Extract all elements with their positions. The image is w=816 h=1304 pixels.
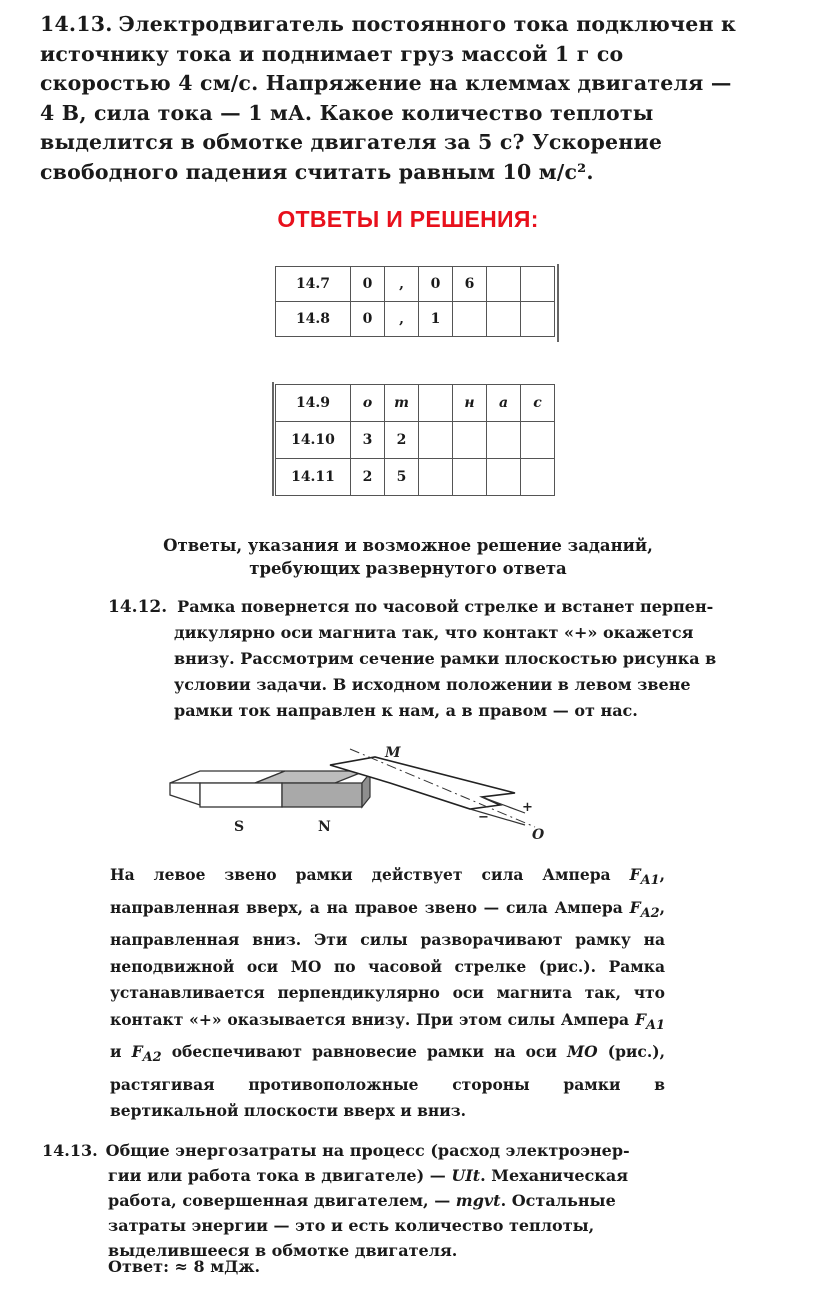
label-plus: + [522, 800, 533, 815]
table-edge-line [272, 382, 274, 496]
axis-name: МО [566, 1042, 598, 1062]
answer-cell: 0 [351, 302, 385, 337]
answer-cell: 6 [453, 267, 487, 302]
answers-title: ОТВЕТЫ И РЕШЕНИЯ: [277, 206, 539, 232]
solution-part: гии или работа тока в двигателе) — [108, 1166, 446, 1185]
label-minus: − [478, 810, 489, 825]
problem-statement [40, 10, 740, 187]
solution-text-line: Общие энергозатраты на процесс (расход электроэнер- [105, 1141, 630, 1160]
table-row [276, 385, 555, 422]
answer-cell [487, 422, 521, 459]
answer-cell: , [385, 302, 419, 337]
explanation-part: обеспечивают равновесие рамки на оси [171, 1042, 557, 1062]
solution-14-12 [108, 594, 728, 724]
answer-cell [419, 385, 453, 422]
answer-cell [487, 302, 521, 337]
answer-cell: 2 [385, 422, 419, 459]
table-row [276, 459, 555, 496]
problem-text: Электродвигатель постоянного тока подключен к источнику тока и поднимает груз массой 1 г со скоростью 4 см/с. Напряжение на клеммах двигателя — 4 В, сила тока — 1 мА. Какое количество теплоты выделится в обмотке двигателя за 5 с? Ускорение свободного падения считать равным 10 м/с². [40, 12, 737, 184]
answer-table-2 [275, 384, 555, 496]
magnet-end [362, 773, 370, 807]
answer-cell: 2 [351, 459, 385, 496]
table-row [276, 302, 555, 337]
formula-uit: UIt [451, 1166, 481, 1185]
vector-subscript: A2 [640, 905, 660, 921]
formula-mgvt: mgvt [455, 1191, 501, 1210]
explanation-part: , направленная вверх, а на правое звено — сила Ампера [110, 865, 665, 917]
answer-cell: а [487, 385, 521, 422]
magnet-frame-figure [160, 735, 560, 845]
answer-cell: , [385, 267, 419, 302]
explanation-part: На левое звено рамки действует сила Ампера [110, 865, 611, 884]
section-title-line: требующих развернутого ответа [249, 559, 567, 578]
answer-cell [453, 302, 487, 337]
label-m: M [385, 745, 401, 761]
vector-symbol: F [629, 897, 641, 917]
vector-symbol: F [634, 1009, 646, 1029]
explanation-part: , направленная вниз. Эти силы разворачивают рамку на неподвижной оси МО по часовой стрелке (рис.). Рамка устанавливается перпендикулярно оси магнита так, что контакт «+» оказывается внизу. При этом силы Ампера [110, 897, 665, 1029]
answer-cell [419, 422, 453, 459]
solution-number: 14.13. [42, 1141, 98, 1160]
label-n: N [318, 819, 331, 835]
explanation-part: (рис.), растягивая противоположные стороны рамки в вертикальной плоскости вверх и вниз. [110, 1042, 665, 1121]
solution-text-line: Рамка повернется по часовой стрелке и встанет перпен- [177, 597, 714, 616]
answer-cell: 0 [351, 267, 385, 302]
vector-subscript: A2 [142, 1050, 162, 1066]
section-title-line: Ответы, указания и возможное решение заданий, [163, 536, 653, 555]
answer-cell [521, 302, 555, 337]
answer-cell [419, 459, 453, 496]
table-edge-line [557, 264, 559, 342]
solution-text [42, 1163, 667, 1263]
magnet-front-n [282, 783, 362, 807]
solution-number: 14.12. [108, 597, 168, 617]
explanation-text [110, 862, 665, 1125]
answer-cell [453, 422, 487, 459]
vector-symbol: F [629, 865, 641, 884]
magnet-front-s [200, 783, 282, 807]
solution-part: . Остальные затраты энергии — это и есть количество теплоты, выделившееся в обмотке двигателя. [108, 1191, 616, 1260]
answer-cell [487, 267, 521, 302]
vector-fa2 [131, 1042, 162, 1066]
vector-fa1 [634, 1009, 665, 1033]
answer-cell [487, 459, 521, 496]
answer-cell [521, 459, 555, 496]
label-o: O [532, 827, 545, 843]
answer-cell: 3 [351, 422, 385, 459]
vector-subscript: A1 [640, 873, 660, 889]
vector-fa2 [629, 897, 660, 921]
table-row [276, 422, 555, 459]
answer-cell: 1 [419, 302, 453, 337]
row-label: 14.11 [276, 459, 351, 496]
solution-14-13 [42, 1138, 667, 1263]
magnet-side [170, 783, 200, 805]
answer-cell: н [453, 385, 487, 422]
answer-cell: т [385, 385, 419, 422]
section-title [0, 534, 816, 580]
answer-cell [521, 267, 555, 302]
answer-table-1 [275, 266, 555, 337]
vector-symbol: F [131, 1042, 143, 1062]
answer-cell: 0 [419, 267, 453, 302]
answer-cell: с [521, 385, 555, 422]
row-label: 14.7 [276, 267, 351, 302]
solution-part: . Механическая работа, совершенная двигателем, — [108, 1166, 629, 1210]
explanation-part: и [110, 1042, 122, 1062]
solution-text: дикулярно оси магнита так, что контакт «+» окажется внизу. Рассмотрим сечение рамки плоскостью рисунка в условии задачи. В исходном положении в левом звене рамки ток направлен к нам, а в правом — от нас. [174, 623, 717, 720]
problem-number: 14.13. [40, 12, 113, 36]
answer-cell [453, 459, 487, 496]
row-label: 14.9 [276, 385, 351, 422]
vector-subscript: A1 [646, 1017, 665, 1033]
label-s: S [234, 819, 245, 835]
table-row [276, 267, 555, 302]
final-answer: Ответ: ≈ 8 мДж. [108, 1257, 261, 1276]
answer-cell [521, 422, 555, 459]
answer-cell: о [351, 385, 385, 422]
vector-fa1 [629, 865, 660, 889]
answer-cell: 5 [385, 459, 419, 496]
row-label: 14.10 [276, 422, 351, 459]
row-label: 14.8 [276, 302, 351, 337]
